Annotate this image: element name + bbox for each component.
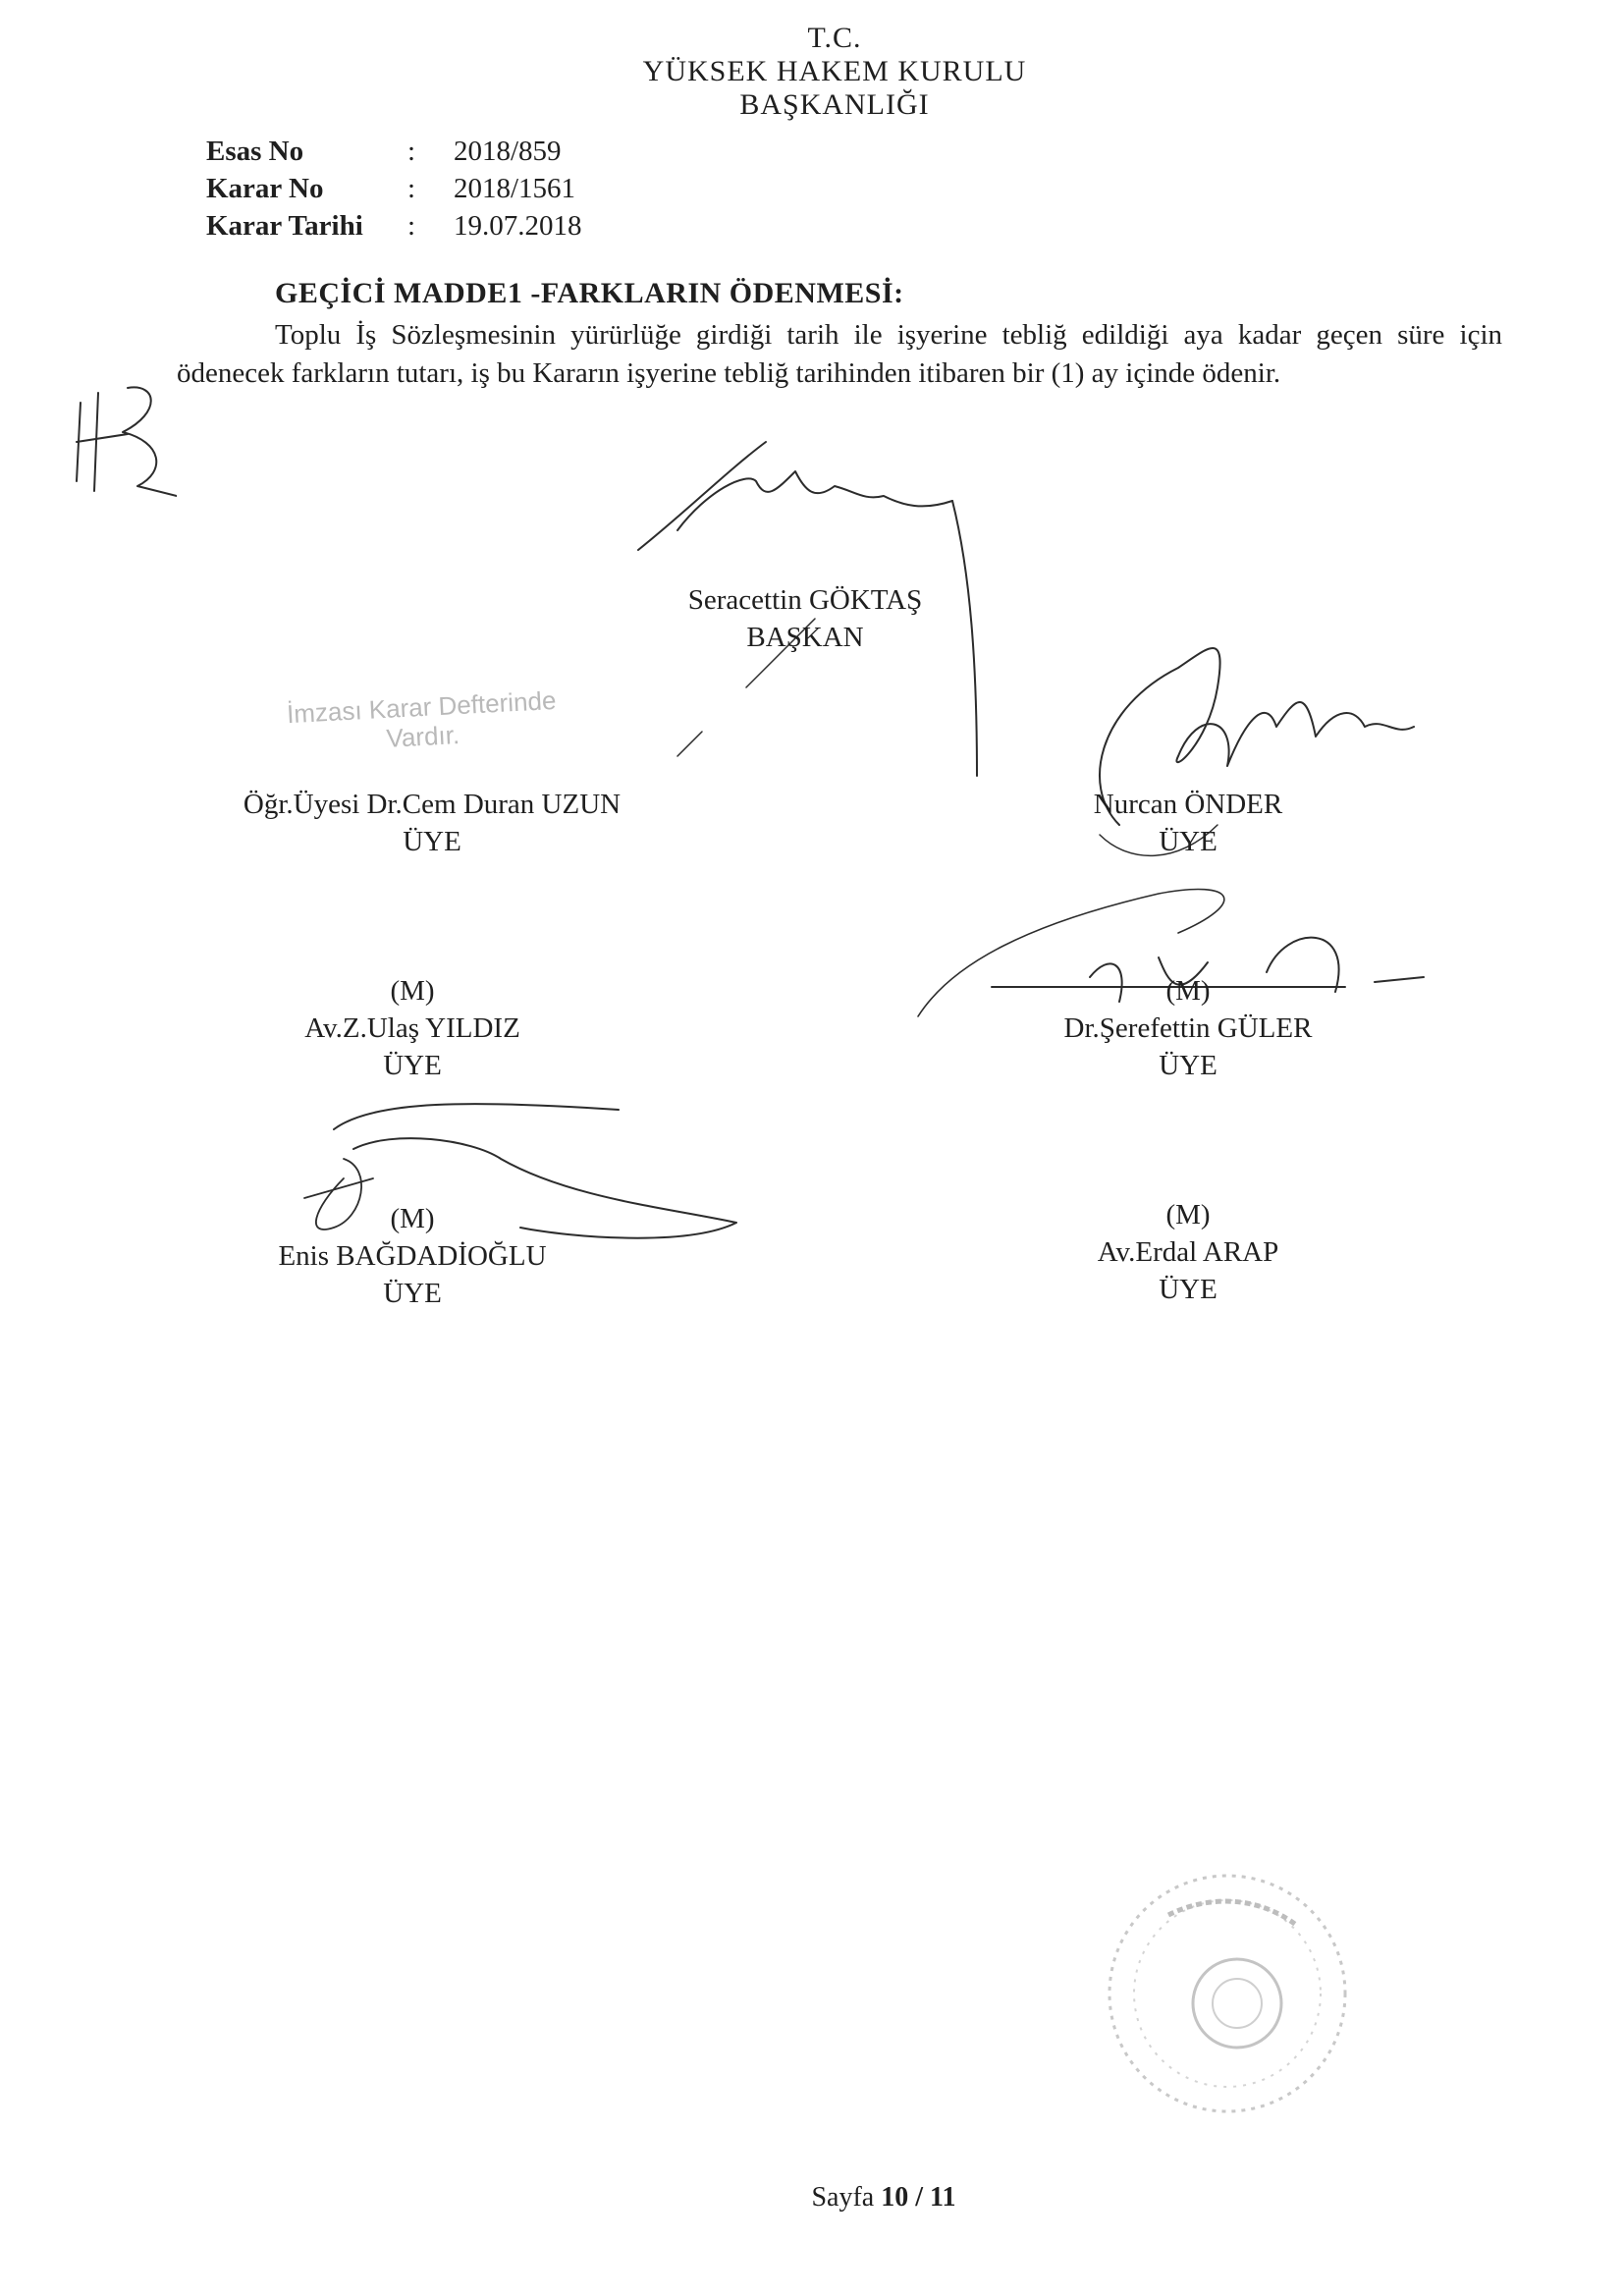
case-metadata <box>206 133 795 250</box>
header-institution: YÜKSEK HAKEM KURULU <box>642 55 1027 87</box>
signature-in-ledger-stamp <box>259 683 586 759</box>
header-presidency: BAŞKANLIĞI <box>739 88 930 121</box>
signatory-yildiz <box>226 972 599 1084</box>
footer-separator: / <box>915 2182 924 2213</box>
signatory-arap <box>1041 1196 1335 1308</box>
footer-page-number: 10 <box>881 2182 909 2213</box>
signatory-chair <box>628 581 982 656</box>
meta-colon: : <box>407 136 416 167</box>
stamp-line-1: İmzası Karar Defterinde <box>286 684 558 730</box>
signatory-mark: (M) <box>390 1203 435 1234</box>
signatory-uzun <box>196 786 668 860</box>
signatory-name: Nurcan ÖNDER <box>1093 789 1283 820</box>
stamp-line-2: Vardır. <box>385 720 460 753</box>
signatory-name: Dr.Şerefettin GÜLER <box>1063 1012 1313 1044</box>
meta-value: 19.07.2018 <box>454 210 582 242</box>
signatory-role: ÜYE <box>403 826 461 857</box>
signatory-role: ÜYE <box>1159 1274 1217 1305</box>
section-title: GEÇİCİ MADDE1 -FARKLARIN ÖDENMESİ: <box>275 277 904 309</box>
footer-prefix: Sayfa <box>811 2182 875 2213</box>
signatory-name: Av.Z.Ulaş YILDIZ <box>304 1012 520 1044</box>
signatory-role: ÜYE <box>383 1278 442 1309</box>
signatory-bagdadioglu <box>226 1200 599 1312</box>
signatory-onder <box>1041 786 1335 860</box>
signatory-mark: (M) <box>1165 975 1211 1007</box>
signatory-mark: (M) <box>390 975 435 1007</box>
signatory-role: ÜYE <box>1159 826 1217 857</box>
meta-colon: : <box>407 210 416 242</box>
margin-initials-signature <box>69 373 177 511</box>
header-tc: T.C. <box>807 22 862 54</box>
signatory-mark: (M) <box>1165 1199 1211 1230</box>
meta-row-tarih <box>206 207 795 245</box>
meta-value: 2018/859 <box>454 136 562 167</box>
meta-label: Karar Tarihi <box>206 210 363 242</box>
signatory-role: BAŞKAN <box>746 622 864 653</box>
signatory-role: ÜYE <box>1159 1050 1217 1081</box>
meta-label: Esas No <box>206 136 304 167</box>
meta-row-esas <box>206 133 795 170</box>
signatory-name: Av.Erdal ARAP <box>1097 1236 1279 1268</box>
signatory-name: Enis BAĞDADİOĞLU <box>278 1240 547 1272</box>
meta-value: 2018/1561 <box>454 173 576 204</box>
official-seal-stamp <box>1090 1856 1365 2131</box>
meta-row-karar <box>206 170 795 207</box>
signatory-name: Öğr.Üyesi Dr.Cem Duran UZUN <box>243 789 622 820</box>
signatory-guler <box>1021 972 1355 1084</box>
meta-colon: : <box>407 173 416 204</box>
section-paragraph: Toplu İş Sözleşmesinin yürürlüğe girdiği tarih ile işyerine tebliğ edildiği aya kadar geçen süre için ödenecek farkların tutarı, iş bu Kararın işyerine tebliğ tarihinden itibaren bir (1) ay içinde ödenir. <box>177 319 1502 389</box>
meta-label: Karar No <box>206 173 324 204</box>
document-header <box>0 22 1623 122</box>
signatory-name: Seracettin GÖKTAŞ <box>687 584 923 616</box>
footer-page-total: 11 <box>930 2182 956 2213</box>
page-footer <box>0 2182 1623 2214</box>
signatory-role: ÜYE <box>383 1050 442 1081</box>
